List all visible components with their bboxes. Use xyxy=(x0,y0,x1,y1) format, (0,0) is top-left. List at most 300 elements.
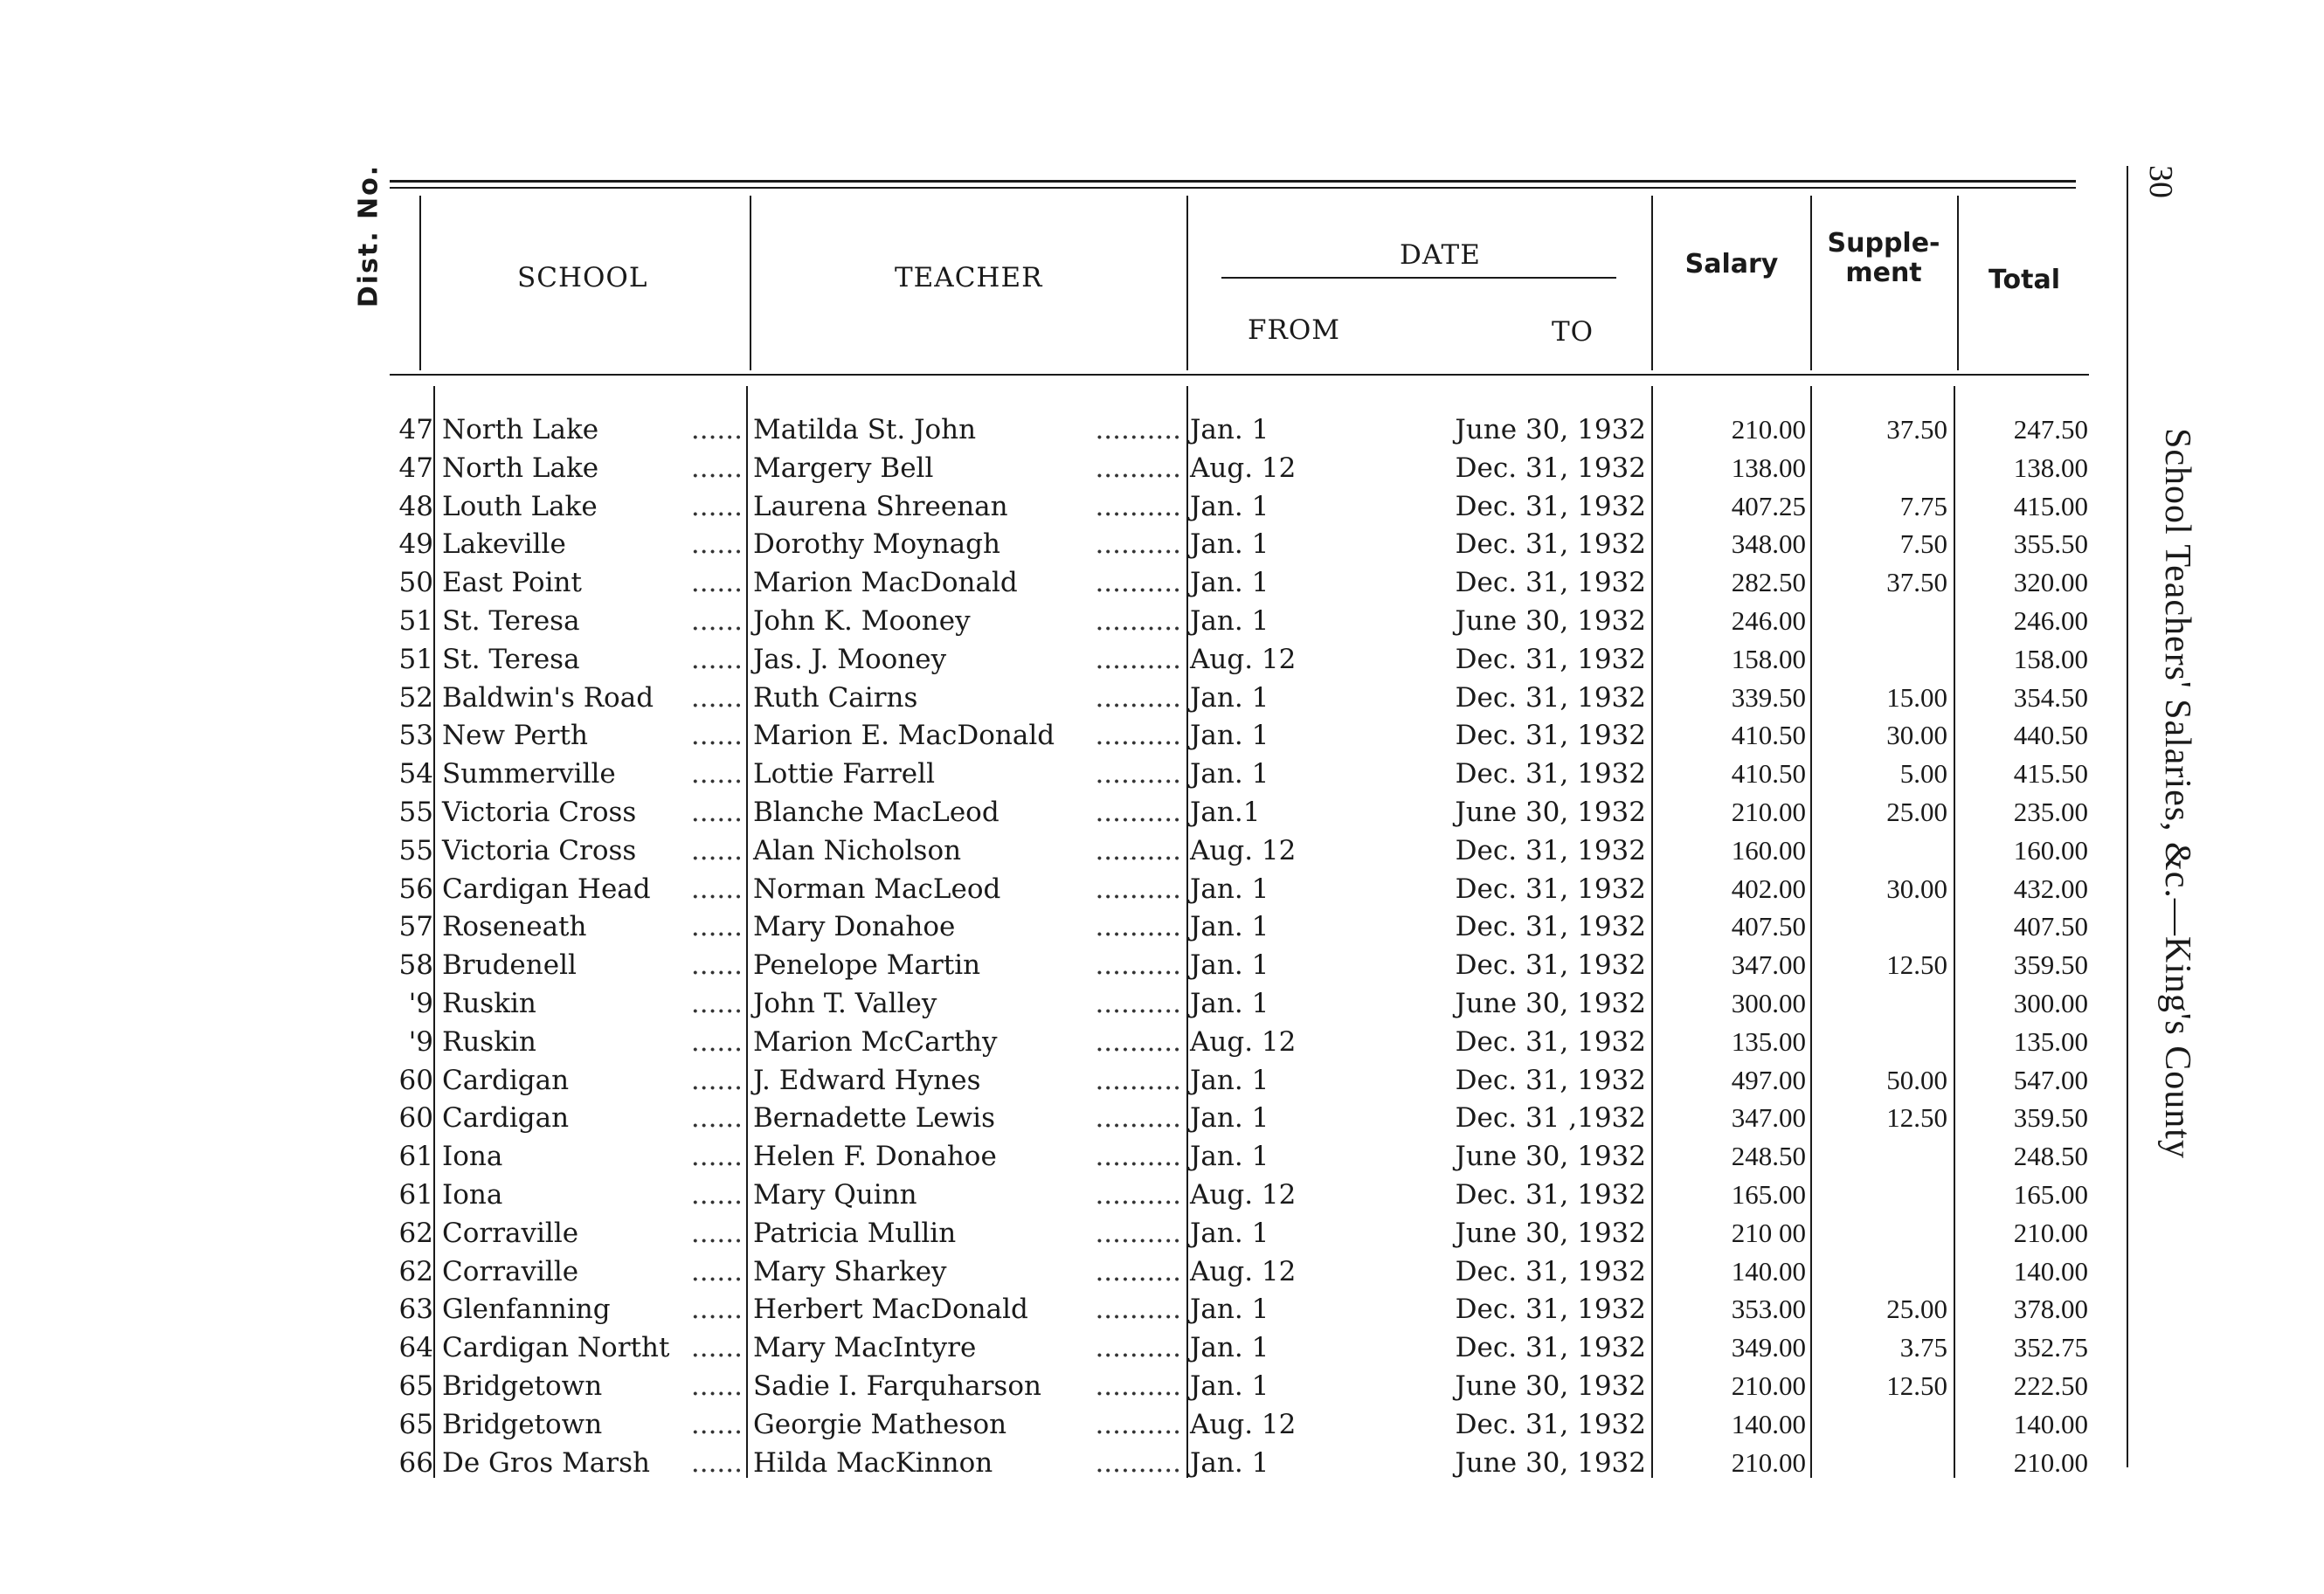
header-divider-school xyxy=(750,196,751,370)
salary-cell: 246.00 xyxy=(1731,605,1806,636)
right-edge-rule xyxy=(2127,166,2128,1467)
school-cell: Ruskin xyxy=(442,1025,536,1058)
leader-dots: .......... xyxy=(1095,1102,1181,1135)
school-cell: New Perth xyxy=(442,720,588,752)
school-cell: Ruskin xyxy=(442,988,536,1019)
supplement-cell: 3.75 xyxy=(1899,1332,1947,1363)
supplement-cell: 5.00 xyxy=(1899,758,1947,790)
total-cell: 210.00 xyxy=(2013,1446,2088,1478)
school-cell: Corraville xyxy=(442,1255,579,1287)
teacher-cell: Patricia Mullin xyxy=(753,1217,957,1249)
total-cell: 210.00 xyxy=(2013,1217,2088,1248)
leader-dots: ...... xyxy=(690,949,743,982)
header-date: DATE xyxy=(1400,239,1481,271)
supplement-cell: 7.75 xyxy=(1899,490,1947,521)
date-to-cell: June 30, 1932 xyxy=(1455,605,1646,637)
leader-dots: ...... xyxy=(690,758,743,790)
date-to-cell: Dec. 31, 1932 xyxy=(1455,1294,1646,1326)
date-to-cell: Dec. 31, 1932 xyxy=(1455,1179,1646,1211)
leader-dots: ...... xyxy=(690,528,743,561)
salary-cell: 210.00 xyxy=(1731,797,1806,827)
teacher-cell: John K. Mooney xyxy=(753,605,971,637)
table-row xyxy=(0,1367,2114,1405)
teacher-cell: Jas. J. Mooney xyxy=(753,643,947,675)
table-row xyxy=(0,525,2114,563)
date-to-cell: Dec. 31, 1932 xyxy=(1455,643,1646,675)
salary-cell: 497.00 xyxy=(1731,1064,1806,1095)
leader-dots: .......... xyxy=(1095,873,1181,905)
dist-no-cell: 49 xyxy=(398,528,433,561)
dist-no-cell: 63 xyxy=(398,1294,433,1326)
total-cell: 355.50 xyxy=(2013,528,2088,560)
salary-cell: 135.00 xyxy=(1731,1025,1806,1057)
teacher-cell: Norman MacLeod xyxy=(753,873,1001,905)
leader-dots: ...... xyxy=(690,1446,743,1479)
leader-dots: ...... xyxy=(690,605,743,637)
table-row xyxy=(0,984,2114,1023)
date-from-cell: Jan. 1 xyxy=(1190,949,1269,982)
dist-no-cell: 52 xyxy=(398,681,433,714)
supplement-cell: 50.00 xyxy=(1886,1064,1947,1095)
table-row xyxy=(0,946,2114,984)
total-cell: 359.50 xyxy=(2013,949,2088,981)
dist-no-cell: 55 xyxy=(398,797,433,828)
school-cell: Summerville xyxy=(442,758,616,790)
table-row xyxy=(0,411,2114,449)
salary-cell: 160.00 xyxy=(1731,834,1806,866)
teacher-cell: Penelope Martin xyxy=(753,949,981,982)
table-row xyxy=(0,449,2114,487)
leader-dots: .......... xyxy=(1095,911,1181,943)
table-row xyxy=(0,1252,2114,1291)
total-cell: 235.00 xyxy=(2013,797,2088,827)
header-supplement-line1: Supple- xyxy=(1827,228,1940,259)
school-cell: Bridgetown xyxy=(442,1408,603,1440)
leader-dots: .......... xyxy=(1095,567,1181,599)
school-cell: Baldwin's Road xyxy=(442,681,654,714)
teacher-cell: Alan Nicholson xyxy=(753,834,962,866)
dist-no-cell: 65 xyxy=(398,1370,433,1402)
table-row xyxy=(0,602,2114,640)
school-cell: Cardigan Northt xyxy=(442,1332,670,1364)
leader-dots: .......... xyxy=(1095,643,1181,675)
teacher-cell: Margery Bell xyxy=(753,452,934,484)
salary-cell: 348.00 xyxy=(1731,528,1806,560)
date-to-cell: Dec. 31, 1932 xyxy=(1455,528,1646,561)
salary-cell: 140.00 xyxy=(1731,1408,1806,1439)
teacher-cell: Dorothy Moynagh xyxy=(753,528,1000,561)
school-cell: Corraville xyxy=(442,1217,579,1249)
date-from-cell: Aug. 12 xyxy=(1190,1408,1297,1440)
leader-dots: .......... xyxy=(1095,1217,1181,1249)
leader-dots: .......... xyxy=(1095,452,1181,484)
header-divider-teacher xyxy=(1186,196,1188,370)
leader-dots: .......... xyxy=(1095,1064,1181,1096)
supplement-cell: 25.00 xyxy=(1886,797,1947,827)
supplement-cell: 15.00 xyxy=(1886,681,1947,713)
date-to-cell: Dec. 31 ,1932 xyxy=(1455,1102,1646,1135)
total-cell: 160.00 xyxy=(2013,834,2088,866)
total-cell: 135.00 xyxy=(2013,1025,2088,1057)
leader-dots: .......... xyxy=(1095,1255,1181,1287)
leader-dots: ...... xyxy=(690,873,743,905)
dist-no-cell: 53 xyxy=(398,720,433,752)
table-row xyxy=(0,755,2114,793)
school-cell: St. Teresa xyxy=(442,643,580,675)
total-cell: 138.00 xyxy=(2013,452,2088,483)
date-from-cell: Jan. 1 xyxy=(1190,1370,1269,1402)
salary-cell: 353.00 xyxy=(1731,1294,1806,1325)
header-divider-supplement xyxy=(1957,196,1959,370)
date-to-cell: June 30, 1932 xyxy=(1455,414,1646,445)
leader-dots: ...... xyxy=(690,643,743,675)
teacher-cell: Sadie I. Farquharson xyxy=(753,1370,1041,1402)
supplement-cell: 12.50 xyxy=(1886,949,1947,981)
date-underline xyxy=(1221,277,1616,279)
leader-dots: ...... xyxy=(690,1179,743,1211)
dist-no-cell: 47 xyxy=(398,452,433,484)
date-from-cell: Aug. 12 xyxy=(1190,834,1297,866)
leader-dots: ...... xyxy=(690,911,743,943)
dist-no-cell: 58 xyxy=(398,949,433,982)
salary-cell: 210 00 xyxy=(1731,1217,1806,1248)
header-supplement xyxy=(1816,229,1952,288)
dist-no-cell: '9 xyxy=(408,988,433,1019)
date-to-cell: Dec. 31, 1932 xyxy=(1455,681,1646,714)
date-to-cell: June 30, 1932 xyxy=(1455,1217,1646,1249)
salary-cell: 158.00 xyxy=(1731,643,1806,674)
table-row xyxy=(0,1405,2114,1444)
leader-dots: ...... xyxy=(690,1102,743,1135)
leader-dots: ...... xyxy=(690,1255,743,1287)
dist-no-cell: 51 xyxy=(398,605,433,637)
school-cell: Cardigan xyxy=(442,1064,570,1096)
page-number: 30 xyxy=(2142,165,2179,198)
date-from-cell: Jan. 1 xyxy=(1190,1294,1269,1326)
leader-dots: .......... xyxy=(1095,490,1181,522)
supplement-cell: 7.50 xyxy=(1899,528,1947,560)
leader-dots: .......... xyxy=(1095,1408,1181,1440)
school-cell: St. Teresa xyxy=(442,605,580,637)
table-row xyxy=(0,1176,2114,1214)
header-divider-date xyxy=(1651,196,1653,370)
header-supplement-line2: ment xyxy=(1845,258,1922,288)
total-cell: 352.75 xyxy=(2013,1332,2088,1363)
date-to-cell: June 30, 1932 xyxy=(1455,1446,1646,1479)
teacher-cell: Lottie Farrell xyxy=(753,758,935,790)
table-row xyxy=(0,1290,2114,1328)
date-from-cell: Jan. 1 xyxy=(1190,490,1269,522)
date-from-cell: Aug. 12 xyxy=(1190,1025,1297,1058)
teacher-cell: Marion McCarthy xyxy=(753,1025,998,1058)
dist-no-cell: 54 xyxy=(398,758,433,790)
school-cell: Brudenell xyxy=(442,949,577,982)
leader-dots: ...... xyxy=(690,1370,743,1402)
teacher-cell: Blanche MacLeod xyxy=(753,797,999,828)
salary-cell: 410.50 xyxy=(1731,720,1806,751)
supplement-cell: 37.50 xyxy=(1886,567,1947,598)
table-row xyxy=(0,1444,2114,1482)
leader-dots: .......... xyxy=(1095,797,1181,828)
date-from-cell: Jan. 1 xyxy=(1190,1064,1269,1096)
salary-cell: 300.00 xyxy=(1731,988,1806,1018)
salary-cell: 140.00 xyxy=(1731,1255,1806,1287)
dist-no-cell: 47 xyxy=(398,414,433,445)
salary-cell: 165.00 xyxy=(1731,1179,1806,1210)
date-to-cell: Dec. 31, 1932 xyxy=(1455,1408,1646,1440)
dist-no-cell: 65 xyxy=(398,1408,433,1440)
leader-dots: ...... xyxy=(690,1141,743,1173)
total-cell: 222.50 xyxy=(2013,1370,2088,1401)
header-divider-dist xyxy=(419,196,421,370)
leader-dots: ...... xyxy=(690,414,743,445)
salary-cell: 347.00 xyxy=(1731,1102,1806,1134)
table-row xyxy=(0,1328,2114,1367)
total-cell: 354.50 xyxy=(2013,681,2088,713)
date-to-cell: Dec. 31, 1932 xyxy=(1455,1332,1646,1364)
table-row xyxy=(0,907,2114,946)
total-cell: 248.50 xyxy=(2013,1141,2088,1172)
leader-dots: ...... xyxy=(690,567,743,599)
salary-cell: 407.50 xyxy=(1731,911,1806,942)
date-from-cell: Jan. 1 xyxy=(1190,528,1269,561)
salary-cell: 138.00 xyxy=(1731,452,1806,483)
teacher-cell: Matilda St. John xyxy=(753,414,977,445)
date-to-cell: Dec. 31, 1932 xyxy=(1455,567,1646,599)
total-cell: 359.50 xyxy=(2013,1102,2088,1134)
school-cell: Lakeville xyxy=(442,528,566,561)
salary-cell: 347.00 xyxy=(1731,949,1806,981)
date-from-cell: Jan.1 xyxy=(1190,797,1261,828)
school-cell: Glenfanning xyxy=(442,1294,611,1326)
date-from-cell: Jan. 1 xyxy=(1190,605,1269,637)
leader-dots: .......... xyxy=(1095,1294,1181,1326)
date-to-cell: Dec. 31, 1932 xyxy=(1455,1025,1646,1058)
teacher-cell: Mary Sharkey xyxy=(753,1255,947,1287)
leader-dots: .......... xyxy=(1095,758,1181,790)
supplement-cell: 30.00 xyxy=(1886,720,1947,751)
salary-cell: 402.00 xyxy=(1731,873,1806,904)
total-cell: 547.00 xyxy=(2013,1064,2088,1095)
date-from-cell: Jan. 1 xyxy=(1190,988,1269,1019)
teacher-cell: John T. Valley xyxy=(753,988,937,1019)
header-teacher: TEACHER xyxy=(895,262,1043,293)
supplement-cell: 30.00 xyxy=(1886,873,1947,904)
dist-no-cell: 60 xyxy=(398,1102,433,1135)
dist-no-cell: 48 xyxy=(398,490,433,522)
total-cell: 140.00 xyxy=(2013,1408,2088,1439)
supplement-cell: 25.00 xyxy=(1886,1294,1947,1325)
teacher-cell: Mary Donahoe xyxy=(753,911,956,943)
school-cell: De Gros Marsh xyxy=(442,1446,650,1479)
date-from-cell: Aug. 12 xyxy=(1190,643,1297,675)
school-cell: North Lake xyxy=(442,452,599,484)
total-cell: 158.00 xyxy=(2013,643,2088,674)
supplement-cell: 12.50 xyxy=(1886,1102,1947,1134)
total-cell: 247.50 xyxy=(2013,414,2088,445)
leader-dots: ...... xyxy=(690,720,743,752)
leader-dots: .......... xyxy=(1095,1332,1181,1364)
dist-no-cell: 61 xyxy=(398,1141,433,1173)
date-from-cell: Jan. 1 xyxy=(1190,1141,1269,1173)
total-cell: 432.00 xyxy=(2013,873,2088,904)
leader-dots: ...... xyxy=(690,1025,743,1058)
leader-dots: .......... xyxy=(1095,834,1181,866)
salary-cell: 248.50 xyxy=(1731,1141,1806,1172)
school-cell: Victoria Cross xyxy=(442,834,637,866)
date-to-cell: Dec. 31, 1932 xyxy=(1455,1255,1646,1287)
date-from-cell: Aug. 12 xyxy=(1190,452,1297,484)
top-rule-1 xyxy=(390,180,2076,183)
supplement-cell: 37.50 xyxy=(1886,414,1947,445)
leader-dots: ...... xyxy=(690,1408,743,1440)
total-cell: 440.50 xyxy=(2013,720,2088,751)
leader-dots: ...... xyxy=(690,490,743,522)
total-cell: 320.00 xyxy=(2013,567,2088,598)
dist-no-cell: 57 xyxy=(398,911,433,943)
teacher-cell: Georgie Matheson xyxy=(753,1408,1007,1440)
teacher-cell: Laurena Shreenan xyxy=(753,490,1008,522)
total-cell: 300.00 xyxy=(2013,988,2088,1018)
salary-cell: 349.00 xyxy=(1731,1332,1806,1363)
teacher-cell: Mary Quinn xyxy=(753,1179,917,1211)
teacher-cell: Ruth Cairns xyxy=(753,681,918,714)
date-to-cell: Dec. 31, 1932 xyxy=(1455,911,1646,943)
leader-dots: ...... xyxy=(690,1294,743,1326)
date-from-cell: Jan. 1 xyxy=(1190,567,1269,599)
date-to-cell: Dec. 31, 1932 xyxy=(1455,720,1646,752)
date-from-cell: Jan. 1 xyxy=(1190,1332,1269,1364)
total-cell: 378.00 xyxy=(2013,1294,2088,1325)
school-cell: Iona xyxy=(442,1141,503,1173)
leader-dots: .......... xyxy=(1095,1179,1181,1211)
date-from-cell: Jan. 1 xyxy=(1190,1446,1269,1479)
side-title: School Teachers' Salaries, &c.—King's County xyxy=(2157,428,2197,1159)
table-row xyxy=(0,487,2114,526)
table-row xyxy=(0,563,2114,602)
total-cell: 246.00 xyxy=(2013,605,2088,636)
table-row xyxy=(0,1137,2114,1176)
date-to-cell: Dec. 31, 1932 xyxy=(1455,1064,1646,1096)
dist-no-cell: 61 xyxy=(398,1179,433,1211)
dist-no-cell: 55 xyxy=(398,834,433,866)
table-row xyxy=(0,870,2114,908)
leader-dots: ...... xyxy=(690,797,743,828)
header-bottom-rule xyxy=(390,374,2089,376)
table-row xyxy=(0,716,2114,755)
date-to-cell: June 30, 1932 xyxy=(1455,1370,1646,1402)
teacher-cell: Hilda MacKinnon xyxy=(753,1446,993,1479)
date-from-cell: Jan. 1 xyxy=(1190,873,1269,905)
date-to-cell: Dec. 31, 1932 xyxy=(1455,490,1646,522)
total-cell: 415.00 xyxy=(2013,490,2088,521)
leader-dots: .......... xyxy=(1095,414,1181,445)
date-from-cell: Aug. 12 xyxy=(1190,1179,1297,1211)
school-cell: Roseneath xyxy=(442,911,587,943)
leader-dots: ...... xyxy=(690,1064,743,1096)
leader-dots: .......... xyxy=(1095,1370,1181,1402)
salary-cell: 407.25 xyxy=(1731,490,1806,521)
leader-dots: ...... xyxy=(690,681,743,714)
date-to-cell: June 30, 1932 xyxy=(1455,1141,1646,1173)
dist-no-cell: 62 xyxy=(398,1255,433,1287)
total-cell: 140.00 xyxy=(2013,1255,2088,1287)
leader-dots: ...... xyxy=(690,1217,743,1249)
date-from-cell: Aug. 12 xyxy=(1190,1255,1297,1287)
header-total: Total xyxy=(1989,265,2060,295)
leader-dots: .......... xyxy=(1095,1141,1181,1173)
table-row xyxy=(0,1099,2114,1137)
school-cell: Louth Lake xyxy=(442,490,598,522)
dist-no-cell: 50 xyxy=(398,567,433,599)
date-from-cell: Jan. 1 xyxy=(1190,681,1269,714)
supplement-cell: 12.50 xyxy=(1886,1370,1947,1401)
salary-cell: 339.50 xyxy=(1731,681,1806,713)
leader-dots: .......... xyxy=(1095,949,1181,982)
table-row xyxy=(0,1214,2114,1252)
school-cell: East Point xyxy=(442,567,582,599)
date-to-cell: Dec. 31, 1932 xyxy=(1455,834,1646,866)
header-salary: Salary xyxy=(1684,249,1779,279)
salary-cell: 210.00 xyxy=(1731,414,1806,445)
date-from-cell: Jan. 1 xyxy=(1190,414,1269,445)
date-from-cell: Jan. 1 xyxy=(1190,720,1269,752)
date-to-cell: Dec. 31, 1932 xyxy=(1455,873,1646,905)
school-cell: Cardigan xyxy=(442,1102,570,1135)
leader-dots: ...... xyxy=(690,1332,743,1364)
table-row xyxy=(0,832,2114,870)
date-to-cell: Dec. 31, 1932 xyxy=(1455,758,1646,790)
date-from-cell: Jan. 1 xyxy=(1190,1217,1269,1249)
dist-no-cell: 51 xyxy=(398,643,433,675)
dist-no-cell: '9 xyxy=(408,1025,433,1058)
school-cell: Bridgetown xyxy=(442,1370,603,1402)
leader-dots: .......... xyxy=(1095,1025,1181,1058)
date-from-cell: Jan. 1 xyxy=(1190,1102,1269,1135)
table-row xyxy=(0,679,2114,717)
school-cell: Cardigan Head xyxy=(442,873,651,905)
total-cell: 415.50 xyxy=(2013,758,2088,790)
dist-no-cell: 64 xyxy=(398,1332,433,1364)
leader-dots: .......... xyxy=(1095,1446,1181,1479)
table-row xyxy=(0,640,2114,679)
teacher-cell: Bernadette Lewis xyxy=(753,1102,995,1135)
teacher-cell: Herbert MacDonald xyxy=(753,1294,1028,1326)
teacher-cell: Mary MacIntyre xyxy=(753,1332,977,1364)
salary-cell: 410.50 xyxy=(1731,758,1806,790)
dist-no-cell: 66 xyxy=(398,1446,433,1479)
salary-cell: 210.00 xyxy=(1731,1446,1806,1478)
leader-dots: .......... xyxy=(1095,988,1181,1019)
leader-dots: .......... xyxy=(1095,605,1181,637)
leader-dots: ...... xyxy=(690,834,743,866)
school-cell: Victoria Cross xyxy=(442,797,637,828)
date-to-cell: Dec. 31, 1932 xyxy=(1455,452,1646,484)
date-to-cell: Dec. 31, 1932 xyxy=(1455,949,1646,982)
table-row xyxy=(0,1061,2114,1100)
header-from: FROM xyxy=(1248,314,1341,346)
leader-dots: ...... xyxy=(690,452,743,484)
school-cell: Iona xyxy=(442,1179,503,1211)
date-from-cell: Jan. 1 xyxy=(1190,758,1269,790)
date-to-cell: June 30, 1932 xyxy=(1455,797,1646,828)
total-cell: 165.00 xyxy=(2013,1179,2088,1210)
salary-cell: 282.50 xyxy=(1731,567,1806,598)
dist-no-cell: 62 xyxy=(398,1217,433,1249)
teacher-cell: J. Edward Hynes xyxy=(753,1064,981,1096)
table-row xyxy=(0,1023,2114,1061)
table-row xyxy=(0,793,2114,832)
